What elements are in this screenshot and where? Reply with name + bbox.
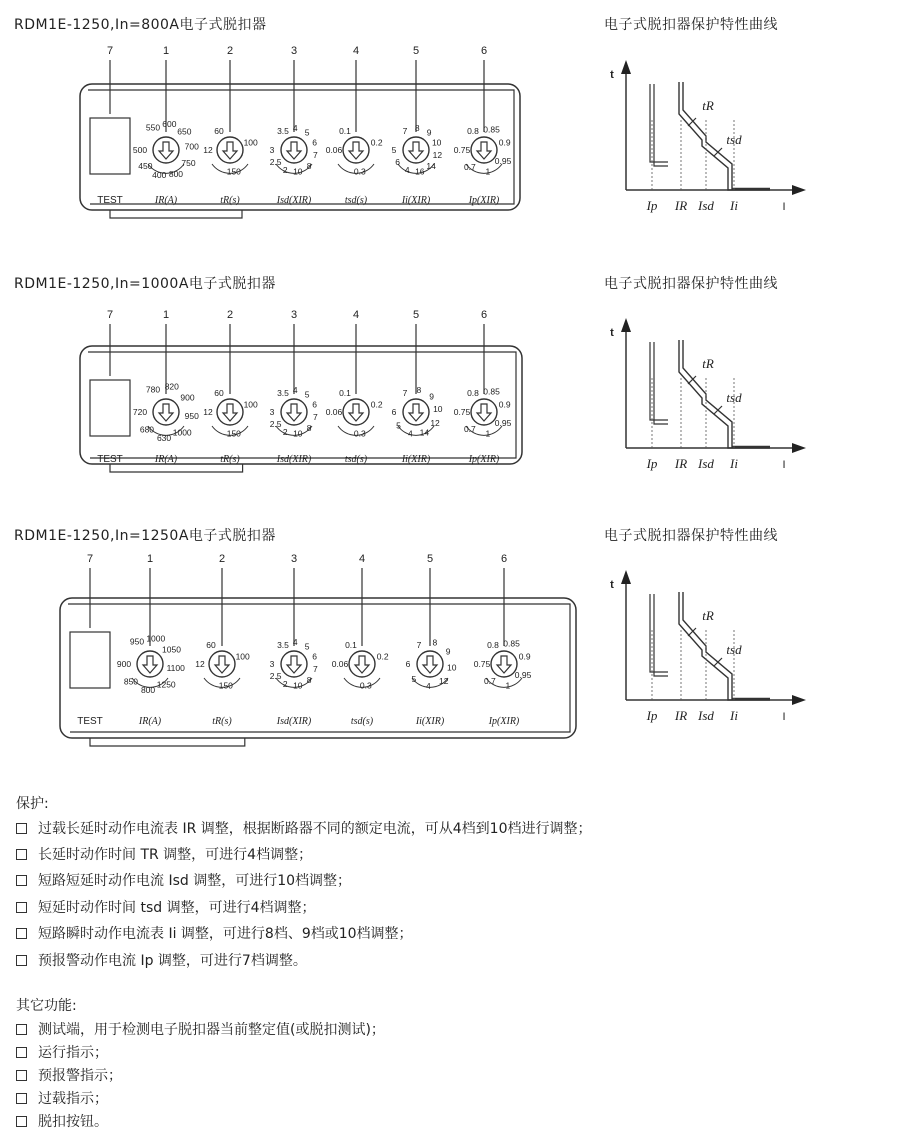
knob-ii [406,638,457,691]
dial-value: 600 [162,119,177,130]
dial-value: 4 [292,637,298,648]
dial-value: 950 [184,410,199,421]
callout-number: 7 [106,45,114,57]
dial-value: 1050 [162,644,181,655]
dial-value: 10 [293,680,303,691]
callout-number: 5 [412,309,420,321]
dial-value: 750 [181,158,196,168]
protection-item [16,818,591,838]
dial-value: 0.1 [339,125,351,136]
dial-value: 5 [304,389,310,400]
callout-number: 5 [426,553,434,565]
item-text: 测试端，用于检测电子脱扣器当前整定值(或脱扣测试)； [38,1022,385,1038]
dial-value: 10 [293,428,303,439]
curve-2-title: 电子式脱扣器保护特性曲线 [604,276,778,292]
dial-value: 0.1 [345,639,357,650]
knob-label-ir: IR(A) [154,454,178,465]
dial-value: 12 [203,145,213,155]
dial-value: 700 [184,141,199,152]
dial-value: 400 [152,170,167,181]
callout-number: 1 [162,45,170,57]
knob-label-ii: Ii(XIR) [415,716,445,727]
callout-number: 1 [162,309,170,321]
other-function-item [16,1042,108,1062]
dial-value: 12 [203,407,213,417]
dial-value: 2.5 [269,419,282,430]
protection-item [16,950,307,970]
item-text: 短路瞬时动作电流表 Ii 调整，可进行8档、9档或10档调整； [38,926,413,942]
knob-label-ip: Ip(XIR) [488,716,520,727]
callout-number: 5 [412,45,420,57]
i-axis-arrow-icon [792,185,806,195]
dial-value: 8 [414,123,420,134]
dial-value: 850 [123,676,139,687]
knob-tsd [332,640,389,691]
x-axis-label: Ip [646,456,658,471]
knob-label-ir: IR(A) [154,195,178,206]
dial-value: 5 [304,127,310,138]
knob-ip [454,386,512,438]
dial-value: 900 [180,392,195,403]
knob-tr [203,126,258,177]
dial-value: 680 [139,424,155,435]
dial-value: 150 [226,428,241,439]
t-axis-arrow-icon [621,318,631,332]
dial-value: 0.2 [370,399,383,410]
dial-value: 2.5 [269,157,282,168]
dial-value: 60 [214,387,224,398]
callout-number: 6 [500,553,508,565]
knob-label-tsd: tsd(s) [350,716,374,727]
knob-label-isd: Isd(XIR) [276,454,312,465]
knob-ir [117,634,185,695]
dial-value: 0.1 [339,387,351,398]
knob-ir [133,119,199,180]
checkbox-square-icon [16,928,27,939]
dial-value: 1000 [146,633,166,644]
dial-value: 10 [431,137,442,148]
knob-ii [392,385,443,438]
dial-value: 0.75 [473,659,491,669]
dial-value: 3.5 [277,387,289,398]
tr-label: tR [702,608,714,623]
knob-isd [270,385,318,439]
checkbox-square-icon [16,875,27,886]
dial-value: 1 [485,166,491,177]
panel-3-title: RDM1E-1250,In=1250A电子式脱扣器 [14,528,276,544]
dial-value: 0.7 [463,423,476,434]
knob-label-isd: Isd(XIR) [276,195,312,206]
test-port [90,380,130,436]
knob-label-tr: tR(s) [212,716,232,727]
tsd-label: tsd [726,390,742,405]
dial-value: 8 [306,423,312,434]
checkbox-square-icon [16,823,27,834]
dial-value: 0.8 [487,639,499,650]
dial-value: 720 [132,407,148,417]
x-axis-label: Ii [730,456,738,471]
checkbox-square-icon [16,849,27,860]
knob-label-tsd: tsd(s) [344,454,368,465]
dial-value: 4 [292,385,298,396]
dial-value: 0.06 [325,145,343,155]
x-axis-label: IR [674,456,688,471]
panel-2-title: RDM1E-1250,In=1000A电子式脱扣器 [14,276,276,292]
x-axis-label: IR [674,708,688,723]
dial-value: 100 [243,399,258,410]
protection-curve-2 [610,318,806,471]
callout-number: 6 [480,45,488,57]
t-axis-label: t [610,579,614,591]
x-axis-label: Ii [730,198,738,213]
dial-value: 0.3 [353,166,366,177]
x-axis-label: Isd [698,708,714,723]
dial-value: 0.7 [483,675,496,686]
dial-value: 4 [404,165,410,176]
checkbox-square-icon [16,1024,27,1035]
knob-label-ip: Ip(XIR) [468,195,500,206]
dial-value: 5 [391,145,397,155]
dial-value: 10 [433,404,443,415]
curve-3-title: 电子式脱扣器保护特性曲线 [604,528,778,544]
dial-value: 12 [430,418,440,428]
protection-item [16,923,413,943]
dial-value: 60 [214,125,224,136]
dial-value: 4 [292,123,298,134]
dial-value: 900 [116,659,132,669]
ip-curve [650,84,668,162]
knob-label-ii: Ii(XIR) [401,195,431,206]
dial-value: 0.85 [483,124,500,135]
dial-value: 630 [156,432,172,443]
x-axis-label: Ip [646,198,658,213]
x-axis-label: Isd [698,456,714,471]
dial-value: 16 [415,166,425,177]
main-curve [679,82,770,190]
dial-value: 0.8 [467,387,479,398]
dial-value: 7 [313,664,318,675]
dial-value: 5 [411,673,417,684]
item-text: 过载长延时动作电流表 IR 调整，根据断路器不同的额定电流，可从4档到10档进行调整； [38,821,592,837]
dial-value: 1 [485,428,491,439]
dial-value: 2 [282,165,288,176]
dial-value: 8 [306,675,312,686]
callout-number: 2 [226,309,234,321]
other-function-item [16,1111,108,1131]
dial-value: 800 [168,169,184,180]
dial-value: 0.85 [503,638,520,649]
ip-curve [650,342,668,420]
trip-unit-panel-2 [80,309,522,472]
knob-label-ip: Ip(XIR) [468,454,500,465]
callout-number: 7 [106,309,114,321]
knob-label-ir: IR(A) [138,716,162,727]
knob-isd [270,123,318,177]
trip-unit-panel-3 [60,553,576,746]
callout-number: 3 [290,45,298,57]
callout-number: 3 [290,309,298,321]
dial-value: 12 [438,676,449,687]
checkbox-square-icon [16,1047,27,1058]
dial-value: 3.5 [277,125,289,136]
knob-tr [195,640,250,691]
dial-value: 100 [243,137,258,148]
dial-value: 650 [177,126,192,137]
dial-value: 3.5 [277,639,289,650]
protection-item [16,897,315,917]
protection-curve-1 [610,60,806,213]
ip-curve-inner [654,594,668,676]
dial-value: 8 [306,161,312,172]
dial-value: 8 [432,637,438,648]
dial-value: 9 [426,127,432,138]
main-curve [679,340,770,448]
dial-value: 100 [235,651,250,662]
i-axis-arrow-icon [792,443,806,453]
panel-bottom-tab [90,738,245,746]
tr-label: tR [702,98,714,113]
dial-value: 6 [312,399,318,410]
dial-value: 0.9 [498,137,511,148]
tsd-label: tsd [726,642,742,657]
item-text: 运行指示； [38,1045,108,1061]
knob-tr [203,388,258,439]
dial-value: 0.85 [483,386,500,397]
knob-label-tr: tR(s) [220,454,240,465]
dial-value: 150 [218,680,233,691]
dial-value: 60 [206,639,216,650]
dial-value: 0.8 [467,125,479,136]
dial-value: 7 [402,387,408,398]
item-text: 预报警指示； [38,1068,122,1084]
dial-value: 6 [405,659,411,669]
dial-value: 500 [132,145,148,155]
test-label: TEST [77,716,103,727]
dial-value: 0.2 [376,651,389,662]
dial-value: 450 [138,160,153,171]
dial-value: 3 [269,407,275,417]
other-function-item [16,1019,385,1039]
x-axis-label: Isd [698,198,714,213]
other-function-item [16,1088,108,1108]
i-axis-label: I [782,201,786,213]
t-axis-arrow-icon [621,60,631,74]
i-axis-label: I [782,459,786,471]
checkbox-square-icon [16,902,27,913]
tsd-label: tsd [726,132,742,147]
dial-value: 6 [391,407,397,417]
panel-bottom-tab [110,210,242,218]
dial-value: 1 [505,680,511,691]
dial-value: 9 [445,646,451,657]
dial-value: 0.7 [463,161,476,172]
dial-value: 0.3 [353,428,366,439]
t-axis-label: t [610,69,614,81]
dial-value: 7 [402,125,408,136]
knob-tsd [326,126,383,177]
dial-value: 6 [312,137,318,148]
test-port [70,632,110,688]
x-axis-label: IR [674,198,688,213]
dial-value: 12 [195,659,205,669]
item-text: 脱扣按钮。 [38,1114,108,1130]
knob-isd [270,637,318,691]
callout-number: 4 [352,309,360,321]
dial-value: 3 [269,145,275,155]
dial-value: 10 [293,166,303,177]
dial-value: 0.06 [331,659,349,669]
trip-unit-panel-1 [80,45,520,218]
dial-value: 1250 [156,679,176,690]
x-axis-label: Ii [730,708,738,723]
dial-value: 0.95 [494,418,512,428]
checkbox-square-icon [16,1116,27,1127]
protection-item [16,844,312,864]
knob-label-isd: Isd(XIR) [276,716,312,727]
dial-value: 2.5 [269,671,282,682]
callout-number: 4 [358,553,366,565]
test-label: TEST [97,195,123,206]
test-label: TEST [97,454,123,465]
knob-label-tr: tR(s) [220,195,240,206]
dial-value: 0.75 [453,407,471,417]
callout-number: 4 [352,45,360,57]
dial-value: 2 [282,679,288,690]
dial-value: 0.9 [518,651,531,662]
dial-value: 14 [426,161,436,172]
knob-ip [454,124,512,176]
checkbox-square-icon [16,1070,27,1081]
dial-value: 7 [313,412,318,423]
knob-ip [474,638,532,690]
dial-value: 0.3 [359,680,372,691]
dial-value: 9 [429,391,434,402]
dial-value: 8 [416,385,422,396]
dial-value: 5 [304,641,310,652]
dial-value: 0.95 [514,670,532,680]
dial-value: 10 [447,662,457,673]
dial-value: 4 [425,680,431,691]
dial-value: 6 [395,157,400,168]
item-text: 长延时动作时间 TR 调整，可进行4档调整； [38,847,313,863]
knob-ii [392,123,443,177]
curve-1-title: 电子式脱扣器保护特性曲线 [604,17,778,33]
other-functions-heading: 其它功能: [16,998,77,1014]
test-port [90,118,130,174]
dial-value: 550 [145,122,161,133]
dial-value: 3 [269,659,275,669]
knob-label-tsd: tsd(s) [344,195,368,206]
panel-1-title: RDM1E-1250,In=800A电子式脱扣器 [14,17,267,33]
dial-value: 820 [164,381,179,392]
checkbox-square-icon [16,955,27,966]
dial-value: 14 [419,427,430,438]
item-text: 短延时动作时间 tsd 调整，可进行4档调整； [38,900,316,916]
knob-tsd [326,388,383,439]
other-function-item [16,1065,122,1085]
callout-number: 1 [146,553,154,565]
dial-value: 5 [396,420,401,431]
dial-value: 0.95 [494,156,512,166]
protection-curve-3 [610,570,806,723]
dial-value: 150 [226,166,241,177]
dial-value: 0.75 [453,145,471,155]
t-axis-label: t [610,327,614,339]
dial-value: 1000 [172,427,192,438]
callout-number: 3 [290,553,298,565]
main-curve [679,592,770,700]
dial-value: 780 [145,384,161,395]
tr-label: tR [702,356,714,371]
panel-bottom-tab [110,464,243,472]
protection-item [16,870,351,890]
item-text: 过载指示； [38,1091,108,1107]
callout-number: 2 [218,553,226,565]
x-axis-label: Ip [646,708,658,723]
dial-value: 800 [140,684,156,695]
dial-value: 0.2 [370,137,383,148]
ip-curve-inner [654,342,668,424]
dial-value: 7 [416,639,422,650]
callout-number: 6 [480,309,488,321]
t-axis-arrow-icon [621,570,631,584]
dial-value: 12 [432,150,443,161]
dial-value: 7 [313,150,318,161]
item-text: 短路短延时动作电流 Isd 调整，可进行10档调整； [38,873,352,889]
protection-heading: 保护: [16,796,49,812]
i-axis-label: I [782,711,786,723]
knob-ir [133,382,199,443]
dial-value: 6 [312,651,318,662]
item-text: 预报警动作电流 Ip 调整，可进行7档调整。 [38,953,307,969]
dial-value: 2 [282,427,288,438]
dial-value: 950 [129,636,145,647]
ip-curve [650,594,668,672]
dial-value: 0.06 [325,407,343,417]
dial-value: 4 [407,428,413,439]
knob-label-ii: Ii(XIR) [401,454,431,465]
checkbox-square-icon [16,1093,27,1104]
callout-number: 2 [226,45,234,57]
dial-value: 1100 [166,662,185,673]
i-axis-arrow-icon [792,695,806,705]
ip-curve-inner [654,84,668,166]
dial-value: 0.9 [498,399,511,410]
callout-number: 7 [86,553,94,565]
